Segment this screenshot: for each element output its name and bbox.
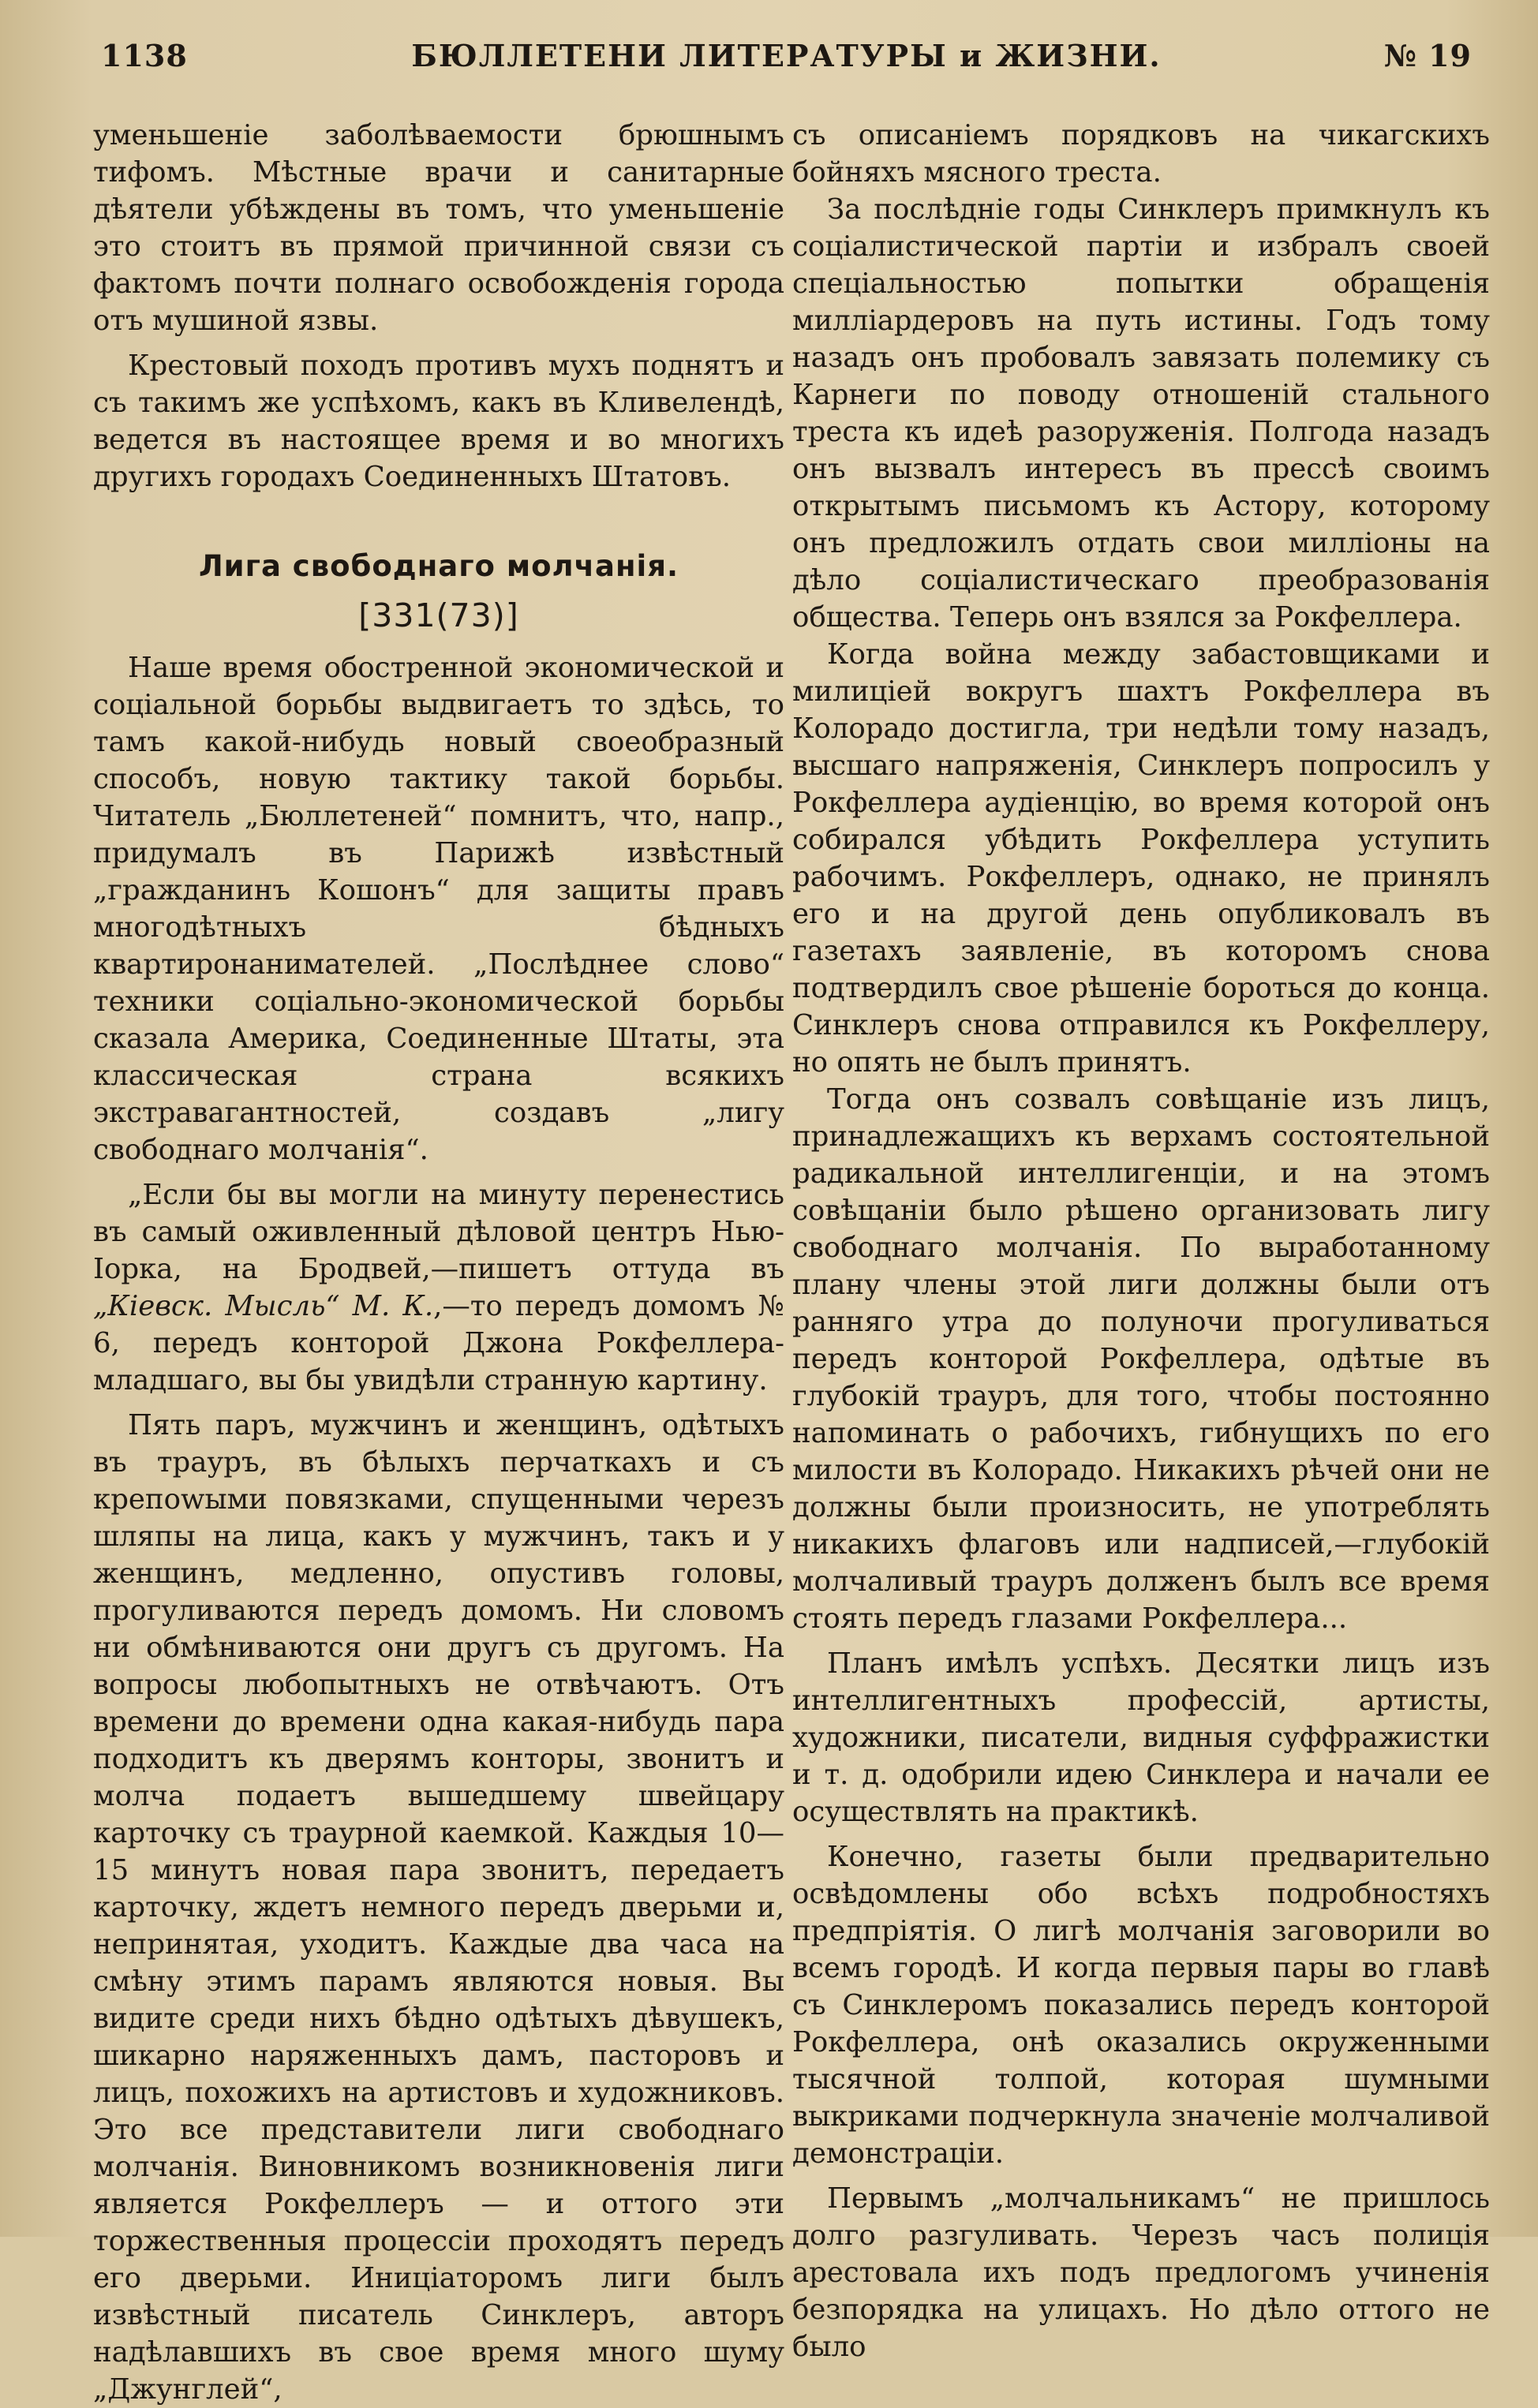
article-title: Лига свободнаго молчанія. [198, 549, 679, 583]
right-column [792, 117, 1490, 2365]
left-column [93, 117, 784, 2408]
article-code: [331(73)] [358, 596, 519, 634]
paragraph-2-part-b: ,—то передъ домомъ № 6, передъ конторой Джона Рокфеллера-младшаго, вы бы увидѣли странную картину. [93, 1290, 784, 1397]
running-title: БЮЛЛЕТЕНИ ЛИТЕРАТУРЫ и ЖИЗНИ. [411, 38, 1162, 73]
paragraph-1: Наше время обостренной экономической и соціальной борьбы выдвигаетъ то здѣсь, то тамъ какой-нибудь новый своеобразный способъ, новую тактику такой борьбы. Читатель „Бюллетеней“ помнитъ, что, напр., придумалъ въ Парижѣ извѣстный „гражданинъ Кошонъ“ для защиты правъ многодѣтныхъ бѣдныхъ квартиронанимателей. „Послѣднее слово“ техники соціально-экономической борьбы сказала Америка, Соединенные Штаты, эта классическая страна всякихъ экстравагантностей, создавъ „лигу свободнаго молчанія“. [93, 652, 784, 1166]
paragraph-7: Планъ имѣлъ успѣхъ. Десятки лицъ изъ интеллигентныхъ профессій, артисты, художники, писатели, видныя суффражистки и т. д. одобрили идею Синклера и начали ее осуществлять на практикѣ. [792, 1647, 1490, 1828]
source-citation: „Кіевск. Мысль“ М. К. [93, 1290, 434, 1322]
paragraph-8: Конечно, газеты были предварительно освѣдомлены обо всѣхъ подробностяхъ предпріятія. О лигѣ молчанія заговорили во всемъ городѣ. И когда первыя пары во главѣ съ Синклеромъ показались передъ конторой Рокфеллера, онѣ оказались окруженными тысячной толпой, которая шумными выкриками подчеркнула значеніе молчаливой демонстраціи. [792, 1841, 1490, 2170]
issue-number: № 19 [1383, 38, 1472, 73]
paragraph-continued: уменьшеніе заболѣваемости брюшнымъ тифомъ. Мѣстные врачи и санитарные дѣятели убѣждены въ томъ, что уменьшеніе это стоитъ въ прямой причинной связи съ фактомъ почти полнаго освобожденія города отъ мушиной язвы. [93, 119, 784, 337]
paragraph-fly-crusade: Крестовый походъ противъ мухъ поднятъ и съ такимъ же успѣхомъ, какъ въ Кливелендѣ, ведется въ настоящее время и во многихъ другихъ городахъ Соединенныхъ Штатовъ. [93, 350, 784, 493]
paragraph-4: За послѣдніе годы Синклеръ примкнулъ къ соціалистической партіи и избралъ своей спеціальностью попытки обращенія милліардеровъ на путь истины. Годъ тому назадъ онъ пробовалъ завязать полемику съ Карнеги по поводу отношеній стального треста къ идеѣ разоруженія. Полгода назадъ онъ вызвалъ интересъ въ прессѣ своимъ открытымъ письмомъ къ Астору, которому онъ предложилъ отдать свои милліоны на дѣло соціалистическаго преобразованія общества. Теперь онъ взялся за Рокфеллера. [792, 193, 1490, 634]
paragraph-2 [93, 1176, 784, 1399]
page-number: 1138 [101, 38, 188, 73]
running-header [101, 38, 1472, 93]
paragraph-5: Когда война между забастовщиками и милиціей вокругъ шахтъ Рокфеллера въ Колорадо достигла, три недѣли тому назадъ, высшаго напряженія, Синклеръ попросилъ у Рокфеллера аудіенцію, во время которой онъ собирался убѣдить Рокфеллера уступить рабочимъ. Рокфеллеръ, однако, не принялъ его и на другой день опубликовалъ въ газетахъ заявленіе, въ которомъ снова подтвердилъ свое рѣшеніе бороться до конца. Синклеръ снова отправился къ Рокфеллеру, но опять не былъ принятъ. [792, 638, 1490, 1079]
paragraph-9: Первымъ „молчальникамъ“ не пришлось долго разгуливать. Черезъ часъ полиція арестовала ихъ подъ предлогомъ учиненія безпорядка на улицахъ. Но дѣло оттого не было [792, 2182, 1490, 2363]
paragraph-3: Пять паръ, мужчинъ и женщинъ, одѣтыхъ въ трауръ, въ бѣлыхъ перчаткахъ и съ крепowыми повязками, спущенными черезъ шляпы на лица, какъ у мужчинъ, такъ и у женщинъ, медленно, опустивъ головы, прогуливаются передъ домомъ. Ни словомъ ни обмѣниваются они другъ съ другомъ. На вопросы любопытныхъ не отвѣчаютъ. Отъ времени до времени одна какая-нибудь пара подходитъ къ дверямъ конторы, звонитъ и молча подаетъ вышедшему швейцару карточку съ траурной каемкой. Каждыя 10—15 минутъ новая пара звонитъ, передаетъ карточку, ждетъ немного передъ дверьми и, непринятая, уходитъ. Каждые два часа на смѣну этимъ парамъ являются новыя. Вы видите среди нихъ бѣдно одѣтыхъ дѣвушекъ, шикарно наряженныхъ дамъ, пасторовъ и лицъ, похожихъ на артистовъ и художниковъ. Это все представители лиги свободнаго молчанія. Виновникомъ возникновенія лиги является Рокфеллеръ — и оттого эти торжественныя процессіи проходятъ передъ его дверьми. Иниціаторомъ лиги былъ извѣстный писатель Синклеръ, авторъ надѣлавшихъ въ свое время много шуму „Джунглей“, [93, 1409, 784, 2406]
paragraph-2-part-a: „Если бы вы могли на минуту перенестись въ самый оживленный дѣловой центръ Нью-Іорка, на Бродвей,—пишетъ оттуда въ [93, 1179, 784, 1285]
paragraph-continued-right: съ описаніемъ порядковъ на чикагскихъ бойняхъ мясного треста. [792, 119, 1490, 189]
paragraph-6: Тогда онъ созвалъ совѣщаніе изъ лицъ, принадлежащихъ къ верхамъ состоятельной радикальной интеллигенціи, и на этомъ совѣщаніи было рѣшено организовать лигу свободнаго молчанія. По выработанному плану члены этой лиги должны были отъ ранняго утра до полуночи прогуливаться передъ конторой Рокфеллера, одѣтые въ глубокій трауръ, для того, чтобы постоянно напоминать о рабочихъ, гибнущихъ по его милости въ Колорадо. Никакихъ рѣчей они не должны были произносить, не употреблять никакихъ флаговъ или надписей,—глубокій молчаливый трауръ долженъ былъ все время стоять передъ глазами Рокфеллера... [792, 1083, 1490, 1635]
